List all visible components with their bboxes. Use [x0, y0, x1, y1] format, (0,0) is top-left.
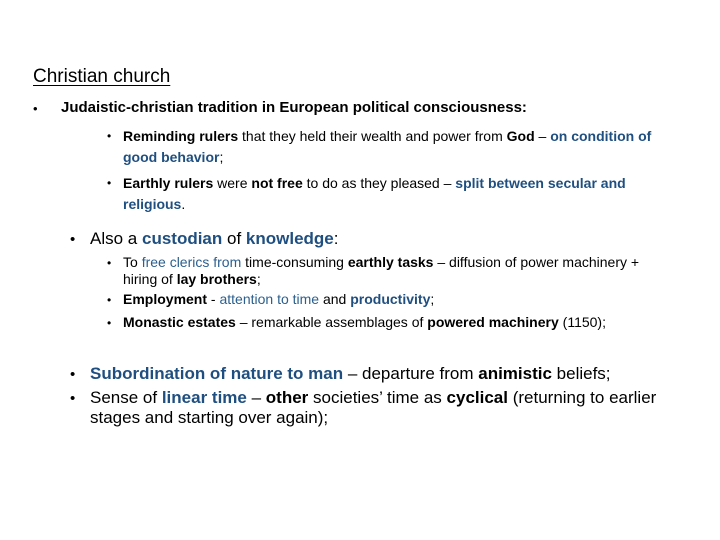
- sub-bullet-reminding: [123, 126, 683, 168]
- text-run: other: [265, 388, 309, 407]
- bullet: •: [70, 366, 76, 383]
- bullet-linear-time: [90, 388, 700, 428]
- bullet: •: [70, 390, 76, 407]
- text-run: cyclical: [446, 388, 508, 407]
- text-run: –: [246, 388, 266, 407]
- text-run: powered machinery: [427, 314, 559, 330]
- text-run: -: [207, 291, 220, 307]
- text-run: linear time: [161, 388, 247, 407]
- sub-bullet-monastic: [123, 314, 653, 331]
- text-run: God: [506, 128, 535, 144]
- text-run: lay brothers: [176, 271, 257, 287]
- text-run: Also a: [90, 229, 142, 248]
- text-run: Reminding rulers: [123, 128, 239, 144]
- text-run: custodian: [141, 229, 223, 248]
- text-run: societies’ time as: [308, 388, 447, 407]
- text-run: ;: [256, 271, 261, 287]
- text-run: Employment: [123, 291, 208, 307]
- text-run: time-consuming: [241, 254, 348, 270]
- text-run: that they held their wealth and power from: [238, 128, 507, 144]
- text-run: were: [213, 175, 252, 191]
- bullet: •: [70, 231, 76, 248]
- bullet-subordination: [90, 364, 700, 384]
- text-run: (returning to earlier stages and starting over again);: [90, 388, 657, 427]
- text-run: (1150);: [558, 314, 606, 330]
- text-run: To: [123, 254, 142, 270]
- text-run: split between secular and religious: [123, 175, 626, 212]
- text-run: .: [181, 196, 186, 212]
- text-run: – departure from: [343, 364, 479, 383]
- text-run: Earthly rulers: [123, 175, 214, 191]
- bullet: •: [33, 101, 38, 116]
- sub-bullet-clerics: [123, 254, 653, 288]
- bullet: •: [107, 293, 112, 307]
- tradition-heading: Judaistic-christian tradition in European political consciousness:: [61, 99, 527, 116]
- text-run: on condition of good behavior: [123, 128, 652, 165]
- text-run: to do as they pleased –: [302, 175, 456, 191]
- text-run: knowledge: [245, 229, 334, 248]
- bullet: •: [107, 316, 112, 330]
- text-run: attention to time: [219, 291, 320, 307]
- text-run: and: [319, 291, 351, 307]
- text-run: :: [333, 229, 339, 248]
- text-run: animistic: [478, 364, 552, 383]
- text-run: – remarkable assemblages of: [235, 314, 428, 330]
- text-run: not free: [251, 175, 303, 191]
- text-run: free clerics from: [141, 254, 242, 270]
- text-run: Sense of: [90, 388, 162, 407]
- text-run: ;: [430, 291, 435, 307]
- bullet: •: [107, 129, 112, 143]
- sub-bullet-earthly: [123, 173, 683, 215]
- text-run: ;: [219, 149, 224, 165]
- text-run: productivity: [350, 291, 431, 307]
- text-run: –: [534, 128, 551, 144]
- bullet: •: [107, 176, 112, 190]
- text-run: Monastic estates: [123, 314, 236, 330]
- text-run: earthly tasks: [347, 254, 434, 270]
- custodian-heading: [90, 229, 339, 249]
- slide-title: Christian church: [33, 66, 171, 87]
- text-run: of: [222, 229, 246, 248]
- sub-bullet-employment: [123, 291, 653, 308]
- bullet: •: [107, 256, 112, 270]
- text-run: – diffusion of power machinery + hiring of: [123, 254, 640, 287]
- text-run: beliefs;: [551, 364, 611, 383]
- text-run: Subordination of nature to man: [90, 364, 344, 383]
